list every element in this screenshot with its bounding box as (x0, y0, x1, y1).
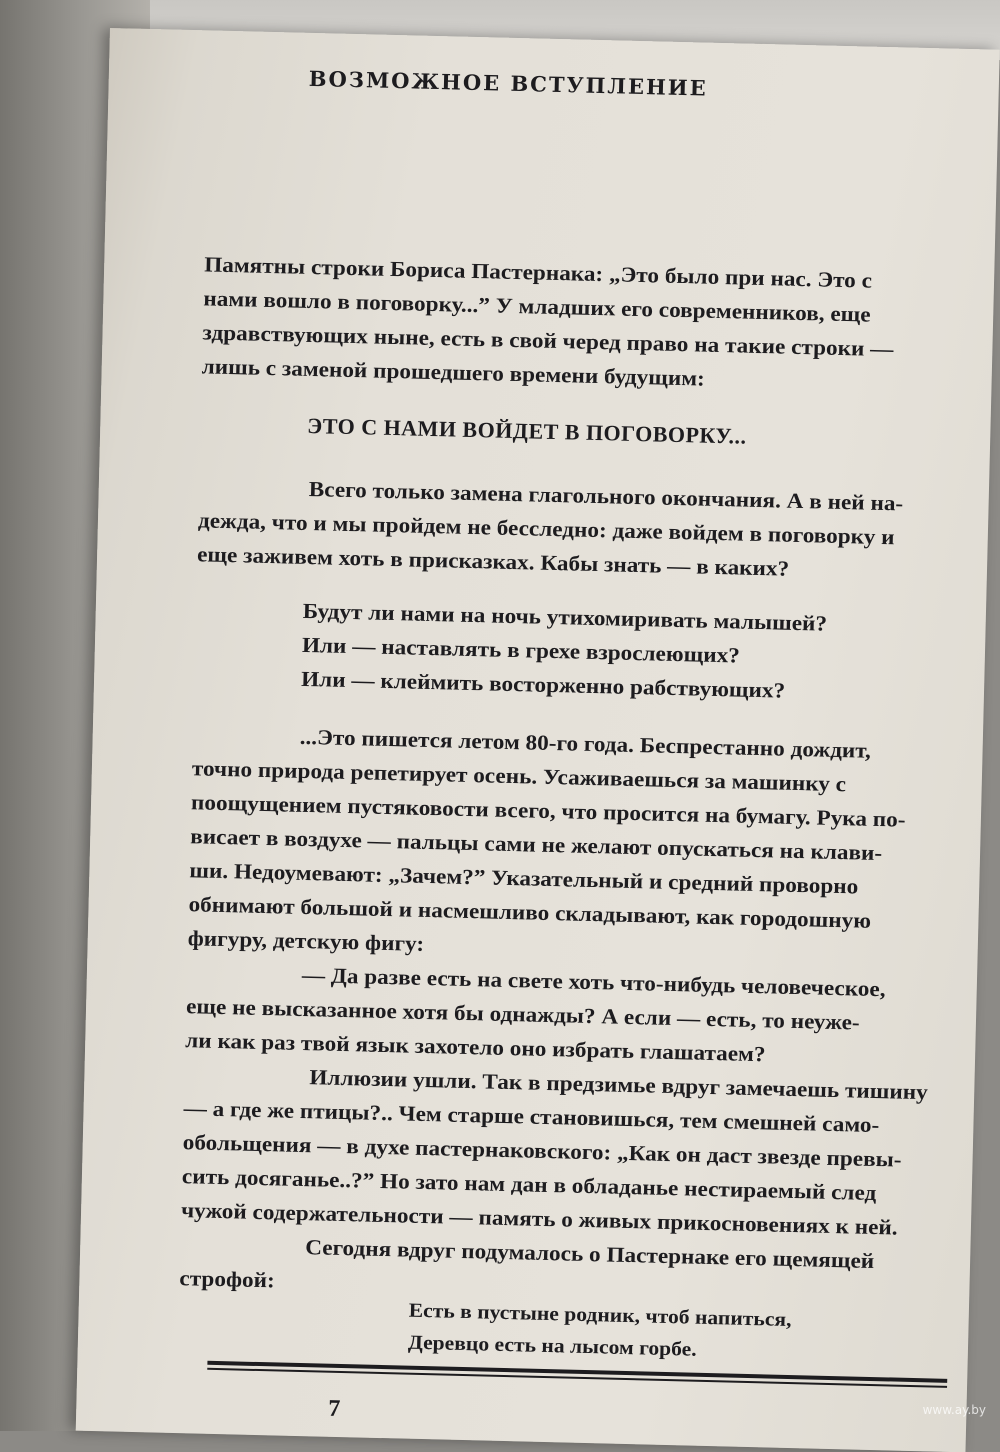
paragraph-line: еще не высказанное хотя бы однажды? А если — есть, то неуже- (185, 994, 861, 1035)
paragraph-line: Иллюзии ушли. Так в предзимье вдруг замечаешь тишину (309, 1065, 929, 1105)
question-line: Или — наставлять в грехе взрослеющих? (301, 632, 741, 668)
paragraph-line: ши. Недоумевают: „Зачем?” Указательный и средний проворно (189, 858, 859, 899)
paragraph-line: еще заживем хоть в присказках. Кабы знать — в каких? (196, 542, 790, 581)
paragraph-line: строфой: (179, 1266, 276, 1293)
chapter-heading: ВОЗМОЖНОЕ ВСТУПЛЕНИЕ (308, 65, 708, 101)
paragraph-line: — а где же птицы?.. Чем старше становишься, тем смешней само- (183, 1096, 880, 1138)
paragraph-line: фигуру, детскую фигу: (187, 926, 425, 956)
paragraph-line: поощущением пустяковости всего, что просится на бумагу. Рука по- (190, 790, 906, 832)
paragraph-line: Сегодня вдруг подумалось о Пастернаке его щемящей (304, 1235, 875, 1274)
verse-line: Деревцо есть на лысом горбе. (407, 1331, 697, 1361)
question-line: Или — клеймить восторженно рабствующих? (300, 666, 786, 703)
intro-line: лишь с заменой прошедшего времени будущим: (201, 354, 706, 391)
paragraph-line: чужой содержательности — память о живых прикосновениях к ней. (180, 1198, 898, 1240)
paragraph-line: дежда, что и мы пройдем не бесследно: даже войдем в поговорку и (197, 508, 895, 550)
question-line: Будут ли нами на ночь утихомиривать малышей? (302, 598, 828, 636)
subheading: ЭТО С НАМИ ВОЙДЕТ В ПОГОВОРКУ... (307, 412, 747, 449)
paragraph-line: — Да разве есть на свете хоть что-нибудь человеческое, (301, 962, 886, 1002)
paragraph-line: обнимают большой и насмешливо складывают, как городошную (188, 892, 872, 933)
paragraph-line: точно природа репетирует осень. Усаживаешься за машинку с (191, 756, 847, 797)
intro-line: здравствующих ныне, есть в свой черед право на такие строки — (202, 320, 894, 362)
intro-line: Памятны строки Бориса Пастернака: „Это было при нас. Это с (203, 252, 873, 293)
watermark: www.ay.by (922, 1403, 986, 1417)
verse-line: Есть в пустыне родник, чтоб напиться, (408, 1299, 792, 1332)
paragraph-line: висает в воздухе — пальцы сами не желают опускаться на клави- (189, 824, 883, 866)
page-number: 7 (328, 1395, 341, 1423)
intro-line: нами вошло в поговорку...” У младших его современников, еще (203, 286, 871, 327)
paragraph-line: ...Это пишется летом 80-го года. Беспрестанно дождит, (299, 724, 872, 763)
paragraph-line: Всего только замена глагольного окончания. А в ней на- (308, 476, 904, 516)
paragraph-line: ли как раз твой язык захотело оно избрать глашатаем? (185, 1028, 766, 1067)
book-page (76, 28, 1000, 1452)
paragraph-line: сить досяганье..?” Но зато нам дан в обладанье нестираемый след (181, 1164, 877, 1206)
paragraph-line: обольщения — в духе пастернаковского: „Как он даст звезде превы- (182, 1130, 902, 1172)
